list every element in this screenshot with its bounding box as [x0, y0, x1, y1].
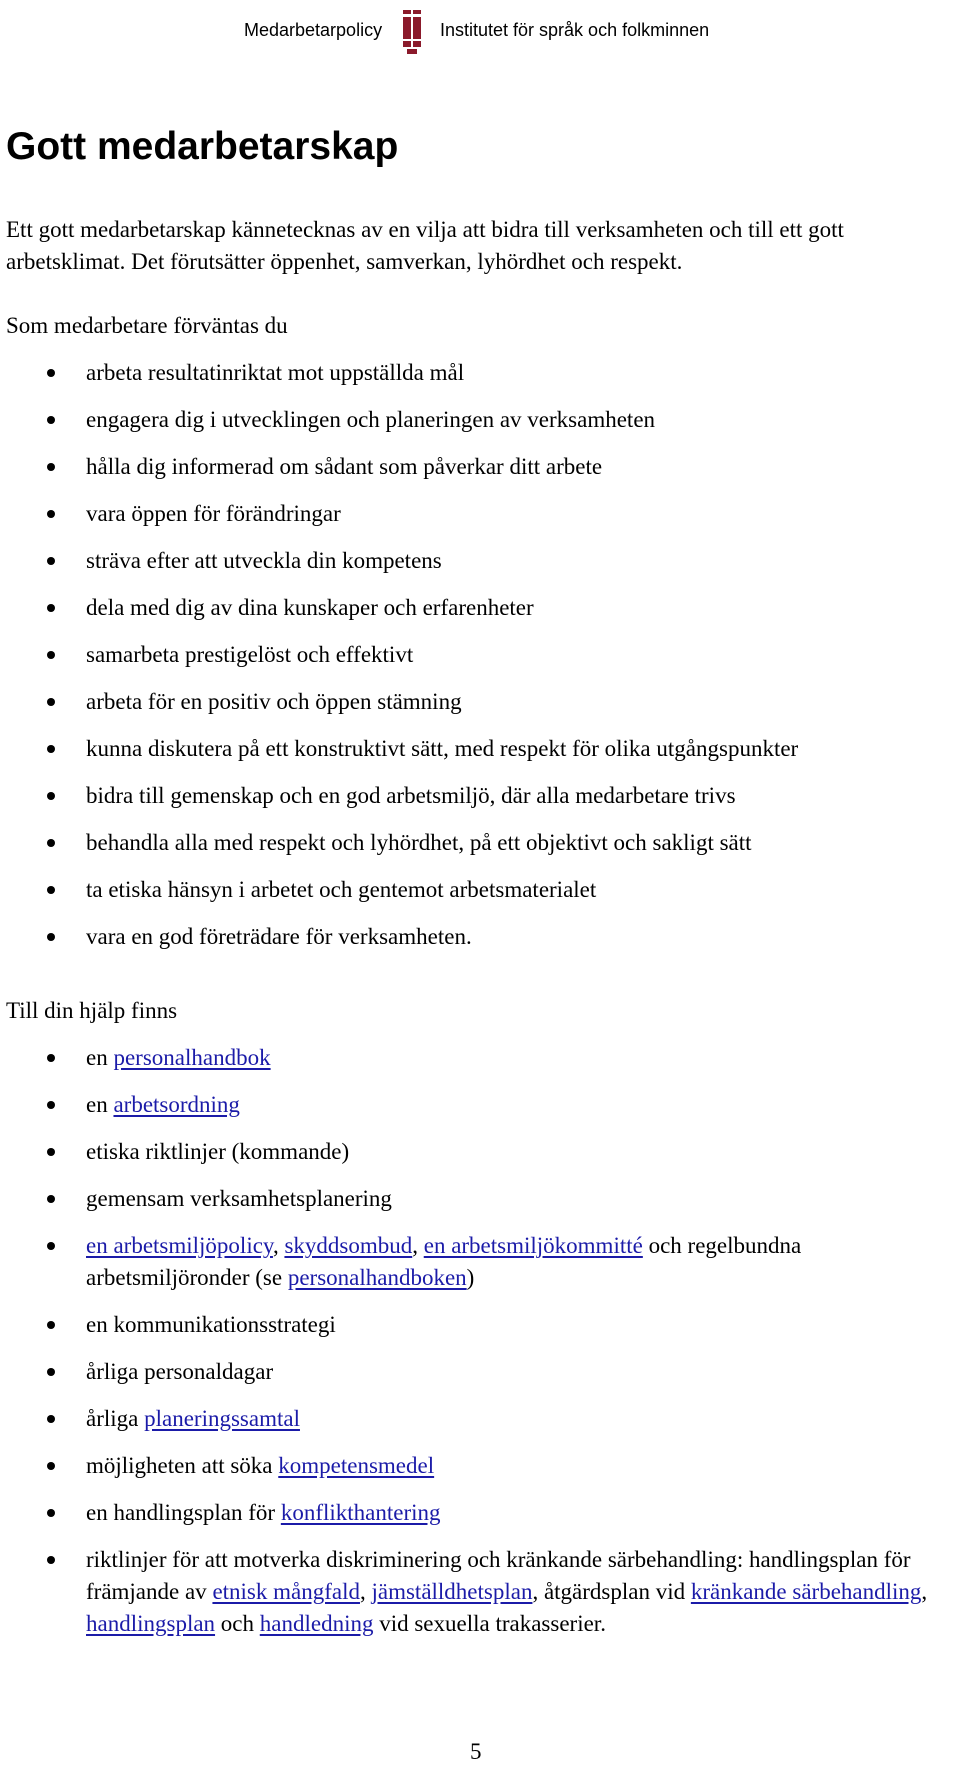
institute-logo-icon — [400, 10, 426, 54]
list-item-text: etiska riktlinjer (kommande) — [86, 1139, 350, 1164]
document-link[interactable]: skyddsombud — [284, 1233, 413, 1258]
document-link[interactable]: personalhandbok — [113, 1045, 271, 1070]
expectations-list — [6, 357, 952, 953]
page-number: 5 — [470, 1739, 482, 1764]
list-item: vara öppen för förändringar — [6, 498, 952, 530]
list-item: dela med dig av dina kunskaper och erfarenheter — [6, 592, 952, 624]
list-item-text: , — [272, 1233, 285, 1258]
document-link[interactable]: en arbetsmiljökommitté — [423, 1233, 643, 1258]
expectations-lead: Som medarbetare förväntas du — [6, 313, 288, 338]
list-item: sträva efter att utveckla din kompetens — [6, 545, 952, 577]
list-item-text: gemensam verksamhetsplanering — [86, 1186, 392, 1211]
list-item: samarbeta prestigelöst och effektivt — [6, 639, 952, 671]
list-item: hålla dig informerad om sådant som påverkar ditt arbete — [6, 451, 952, 483]
support-lead: Till din hjälp finns — [6, 998, 178, 1023]
document-link[interactable]: en arbetsmiljöpolicy — [86, 1233, 273, 1258]
header-doc-title: Medarbetarpolicy — [244, 20, 383, 40]
document-link[interactable]: jämställdhetsplan — [371, 1579, 533, 1604]
page-header — [0, 10, 960, 54]
document-link[interactable]: konflikthantering — [280, 1500, 441, 1525]
list-item — [6, 1309, 952, 1341]
list-item-text: och regelbundna arbetsmiljöronder (se — [86, 1233, 802, 1290]
list-item: behandla alla med respekt och lyhördhet, på ett objektivt och sakligt sätt — [6, 827, 952, 859]
list-item — [6, 1403, 952, 1435]
header-organization: Institutet för språk och folkminnen — [440, 20, 710, 40]
list-item: ta etiska hänsyn i arbetet och gentemot arbetsmaterialet — [6, 874, 952, 906]
document-link[interactable]: planeringssamtal — [144, 1406, 300, 1431]
list-item — [6, 1450, 952, 1482]
list-item — [6, 1089, 952, 1121]
list-item — [6, 1183, 952, 1215]
list-item: arbeta för en positiv och öppen stämning — [6, 686, 952, 718]
support-list — [6, 1042, 952, 1640]
list-item: bidra till gemenskap och en god arbetsmiljö, där alla medarbetare trivs — [6, 780, 952, 812]
list-item — [6, 1356, 952, 1388]
list-item-text: årliga personaldagar — [86, 1359, 274, 1384]
document-link[interactable]: handledning — [259, 1611, 374, 1636]
list-item-text: riktlinjer för att motverka diskriminering och kränkande särbehandling: handlingsplan för främjande av — [86, 1547, 911, 1604]
list-item-text: och — [215, 1611, 260, 1636]
list-item — [6, 1230, 952, 1294]
list-item — [6, 1497, 952, 1529]
list-item-text: , — [921, 1579, 928, 1604]
list-item-text: en — [86, 1092, 114, 1117]
document-link[interactable]: handlingsplan — [86, 1611, 216, 1636]
list-item-text: en — [86, 1045, 114, 1070]
list-item-text: en kommunikationsstrategi — [86, 1312, 336, 1337]
list-item: engagera dig i utvecklingen och planeringen av verksamheten — [6, 404, 952, 436]
list-item-text: , — [412, 1233, 424, 1258]
document-link[interactable]: kompetensmedel — [278, 1453, 435, 1478]
list-item: vara en god företrädare för verksamheten. — [6, 921, 952, 953]
document-link[interactable]: arbetsordning — [113, 1092, 240, 1117]
intro-paragraph: Ett gott medarbetarskap kännetecknas av en vilja att bidra till verksamheten och till ett gott arbetsklimat. Det förutsätter öppenhet, samverkan, lyhördhet och respekt. — [6, 217, 844, 274]
list-item-text: årliga — [86, 1406, 145, 1431]
page-title: Gott medarbetarskap — [6, 125, 399, 168]
list-item — [6, 1544, 952, 1640]
list-item-text: vid sexuella trakasserier. — [373, 1611, 606, 1636]
document-body — [6, 122, 952, 1655]
list-item: arbeta resultatinriktat mot uppställda mål — [6, 357, 952, 389]
list-item-text: en handlingsplan för — [86, 1500, 281, 1525]
list-item-text: , åtgärdsplan vid — [532, 1579, 691, 1604]
document-link[interactable]: personalhandboken — [287, 1265, 467, 1290]
document-link[interactable]: etnisk mångfald — [212, 1579, 360, 1604]
list-item: kunna diskutera på ett konstruktivt sätt, med respekt för olika utgångspunkter — [6, 733, 952, 765]
list-item-text: ) — [466, 1265, 475, 1290]
list-item — [6, 1042, 952, 1074]
list-item — [6, 1136, 952, 1168]
document-link[interactable]: kränkande särbehandling — [690, 1579, 922, 1604]
list-item-text: , — [359, 1579, 372, 1604]
list-item-text: möjligheten att söka — [86, 1453, 279, 1478]
